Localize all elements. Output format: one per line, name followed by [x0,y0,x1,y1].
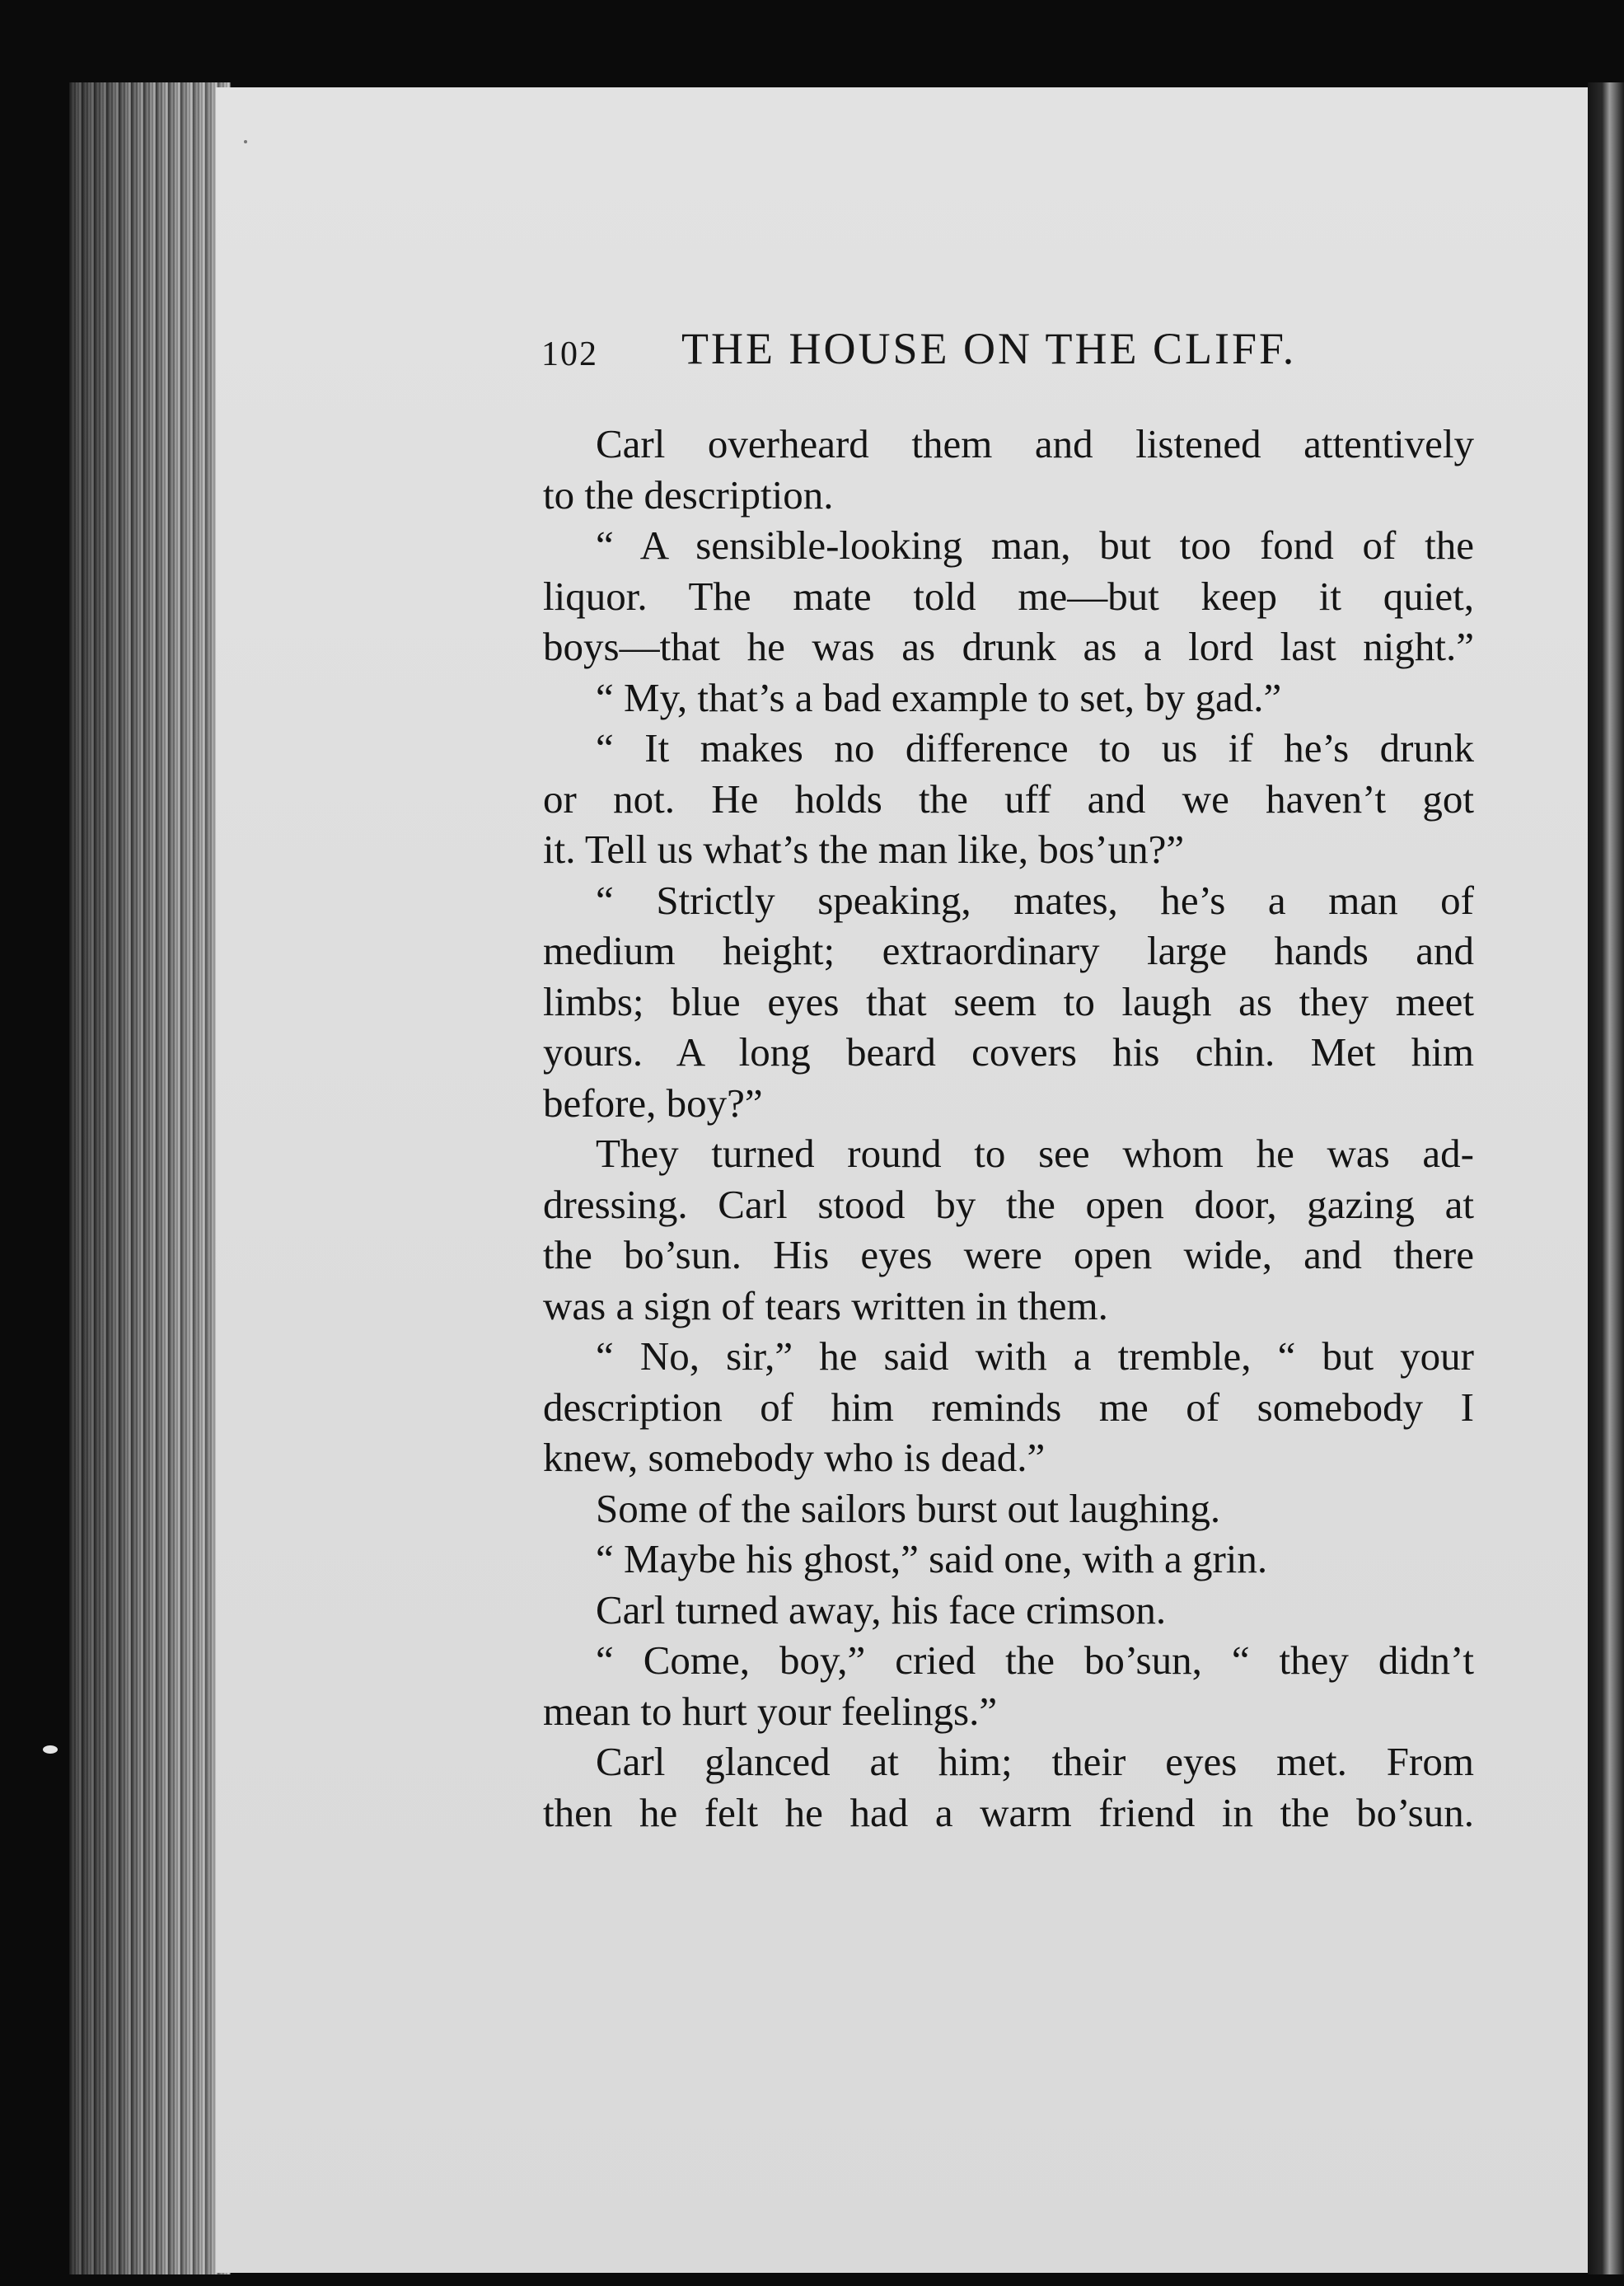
text-line: the bo’sun. His eyes were open wide, and there [543,1232,1474,1277]
scan-speck [43,1745,58,1754]
text-line: “ Strictly speaking, mates, he’s a man of [596,877,1474,923]
text-line: Carl turned away, his face crimson. [596,1586,1167,1633]
text-line: dressing. Carl stood by the open door, gazing at [543,1181,1474,1227]
text-line: Carl overheard them and listened attentively [596,421,1474,466]
running-title: THE HOUSE ON THE CLIFF. [681,324,1297,373]
text-line: “ Maybe his ghost,” said one, with a grin. [596,1536,1268,1581]
text-line: They turned round to see whom he was ad- [596,1131,1474,1176]
running-head [541,323,1344,381]
text-line: then he felt he had a warm friend in the bo’sun. [543,1789,1474,1835]
scan-speck [244,140,247,143]
text-line: or not. He holds the uff and we haven’t got [543,775,1474,822]
text-line: “ A sensible-looking man, but too fond of the [596,522,1474,568]
text-line: liquor. The mate told me—but keep it quiet, [543,573,1474,619]
text-line: before, boy?” [543,1080,763,1126]
text-line: “ Come, boy,” cried the bo’sun, “ they didn’t [596,1637,1474,1683]
page-number: 102 [541,335,598,373]
text-line: to the description. [543,471,834,518]
book-page-edges [69,82,231,2274]
text-line: it. Tell us what’s the man like, bos’un?” [543,827,1185,872]
text-line: “ It makes no difference to us if he’s drunk [596,725,1474,771]
right-page-edge [1588,82,1624,2274]
body-text [543,419,1474,1838]
text-line: was a sign of tears written in them. [543,1282,1108,1328]
text-line: “ No, sir,” he said with a tremble, “ but your [596,1333,1474,1379]
text-line: limbs; blue eyes that seem to laugh as they meet [543,978,1474,1024]
text-line: yours. A long beard covers his chin. Met him [543,1029,1474,1075]
text-line: mean to hurt your feelings.” [543,1688,998,1734]
text-line: “ My, that’s a bad example to set, by gad.” [596,674,1282,720]
text-line: Some of the sailors burst out laughing. [596,1485,1221,1531]
text-line: boys—that he was as drunk as a lord last night.” [543,624,1474,669]
text-line: medium height; extraordinary large hands and [543,928,1474,973]
text-line: knew, somebody who is dead.” [543,1435,1046,1480]
text-line: description of him reminds me of somebody I [543,1384,1474,1430]
text-line: Carl glanced at him; their eyes met. From [596,1739,1474,1784]
